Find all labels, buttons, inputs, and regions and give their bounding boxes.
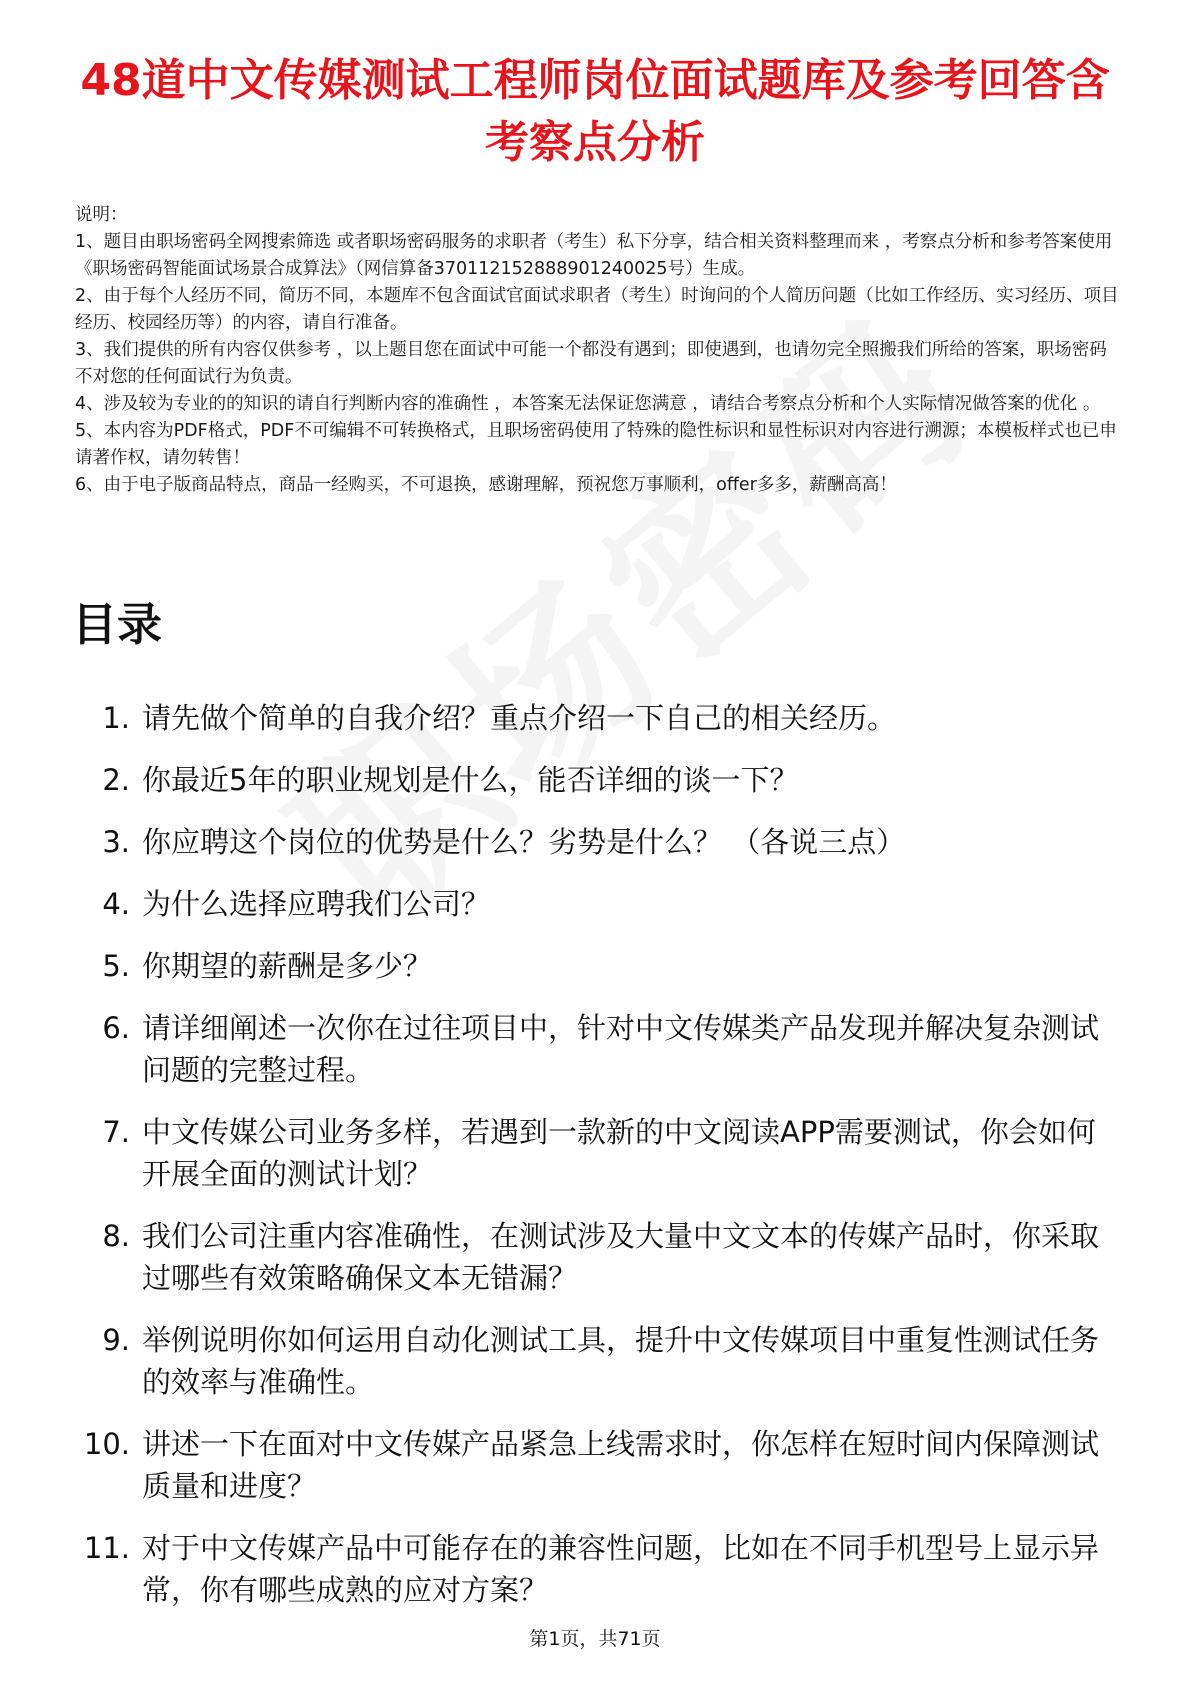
- toc-item-number: 6.: [102, 1011, 130, 1045]
- toc-item[interactable]: [55, 945, 1115, 987]
- toc-item-number: 8.: [102, 1219, 130, 1253]
- note-item-1: 1、题目由职场密码全网搜索筛选 或者职场密码服务的求职者（考生）私下分享，结合相关资料整理而来 ，考察点分析和参考答案使用《职场密码智能面试场景合成算法》（网信算备370112152888901240025号）生成。: [75, 232, 1113, 279]
- toc-item-text: 请先做个简单的自我介绍？重点介绍一下自己的相关经历。: [142, 701, 897, 735]
- toc-item[interactable]: [55, 1527, 1115, 1611]
- toc-item-text: 你最近5年的职业规划是什么，能否详细的谈一下？: [142, 763, 799, 797]
- toc-item[interactable]: [55, 1319, 1115, 1403]
- toc-item[interactable]: [55, 821, 1115, 863]
- page-footer: 第1页，共71页: [529, 1628, 661, 1650]
- toc-item[interactable]: [55, 1215, 1115, 1299]
- toc-item-text: 你期望的薪酬是多少？: [142, 949, 433, 983]
- toc-item[interactable]: [55, 1423, 1115, 1507]
- toc-item-text: 请详细阐述一次你在过往项目中，针对中文传媒类产品发现并解决复杂测试问题的完整过程。: [142, 1011, 1100, 1087]
- document-title: 48道中文传媒测试工程师岗位面试题库及参考回答含考察点分析: [80, 55, 1110, 168]
- note-item-2: 2、由于每个人经历不同，简历不同，本题库不包含面试官面试求职者（考生）时询问的个人简历问题（比如工作经历、实习经历、项目经历、校园经历等）的内容，请自行准备。: [75, 286, 1119, 333]
- toc-item[interactable]: [55, 697, 1115, 739]
- toc-item-text: 你应聘这个岗位的优势是什么？劣势是什么？ （各说三点）: [142, 825, 906, 859]
- notes-section: [75, 202, 1120, 499]
- toc-item-text: 对于中文传媒产品中可能存在的兼容性问题，比如在不同手机型号上显示异常，你有哪些成熟的应对方案？: [142, 1531, 1100, 1607]
- toc-list: [55, 697, 1115, 1631]
- toc-heading: 目录: [72, 598, 163, 651]
- note-item-3: 3、我们提供的所有内容仅供参考 ，以上题目您在面试中可能一个都没有遇到；即使遇到，也请勿完全照搬我们所给的答案，职场密码不对您的任何面试行为负责。: [75, 340, 1107, 387]
- toc-item[interactable]: [55, 1007, 1115, 1091]
- toc-item[interactable]: [55, 759, 1115, 801]
- toc-item-text: 举例说明你如何运用自动化测试工具，提升中文传媒项目中重复性测试任务的效率与准确性。: [142, 1323, 1100, 1399]
- toc-item-number: 4.: [102, 887, 130, 921]
- toc-item-text: 中文传媒公司业务多样，若遇到一款新的中文阅读APP需要测试，你会如何开展全面的测试计划？: [142, 1115, 1096, 1191]
- toc-item-number: 1.: [102, 701, 130, 735]
- toc-item[interactable]: [55, 1111, 1115, 1195]
- note-item-4: 4、涉及较为专业的的知识的请自行判断内容的准确性 ，本答案无法保证您满意 ，请结合考察点分析和个人实际情况做答案的优化 。: [75, 394, 1101, 414]
- toc-item-number: 5.: [102, 949, 130, 983]
- toc-item-text: 我们公司注重内容准确性，在测试涉及大量中文文本的传媒产品时，你采取过哪些有效策略确保文本无错漏？: [142, 1219, 1100, 1295]
- toc-item-text: 讲述一下在面对中文传媒产品紧急上线需求时，你怎样在短时间内保障测试质量和进度？: [142, 1427, 1100, 1503]
- toc-item-number: 9.: [102, 1323, 130, 1357]
- notes-heading: 说明：: [75, 205, 128, 225]
- toc-item-text: 为什么选择应聘我们公司？: [142, 887, 491, 921]
- note-item-6: 6、由于电子版商品特点，商品一经购买，不可退换，感谢理解，预祝您万事顺利，offer多多，薪酬高高！: [75, 475, 897, 495]
- toc-item-number: 7.: [102, 1115, 130, 1149]
- note-item-5: 5、本内容为PDF格式，PDF不可编辑不可转换格式，且职场密码使用了特殊的隐性标识和显性标识对内容进行溯源；本模板样式也已申请著作权，请勿转售！: [75, 421, 1117, 468]
- toc-item-number: 11.: [83, 1531, 130, 1565]
- toc-item-number: 3.: [102, 825, 130, 859]
- toc-item-number: 10.: [83, 1427, 130, 1461]
- toc-item[interactable]: [55, 883, 1115, 925]
- toc-item-number: 2.: [102, 763, 130, 797]
